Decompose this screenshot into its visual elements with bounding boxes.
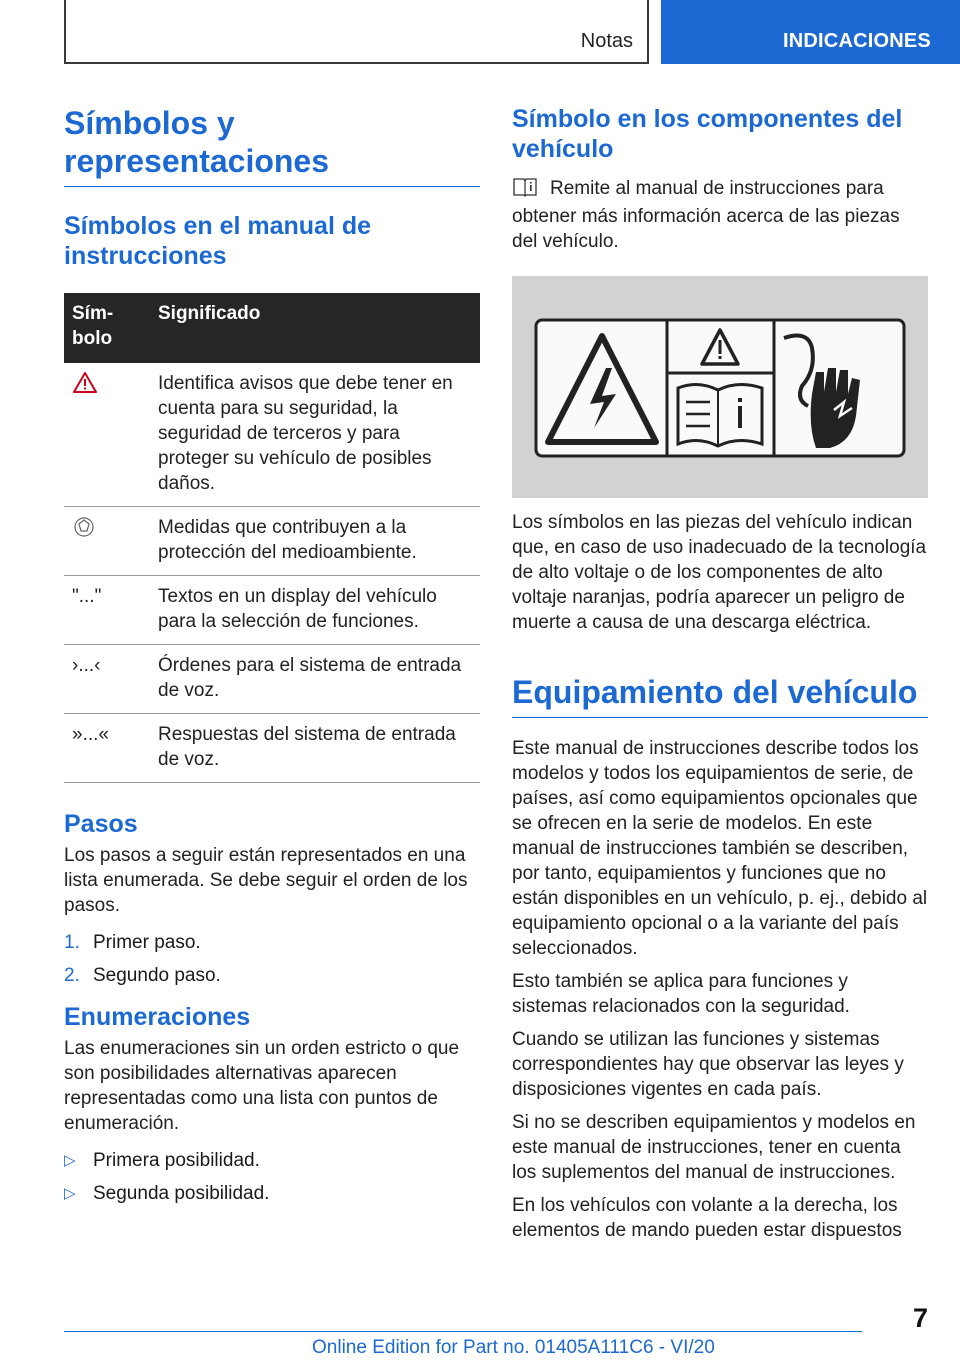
bullet-triangle-icon: ▷: [64, 1185, 76, 1202]
header-section-box: [64, 0, 649, 64]
photo-caption: Los símbolos en las piezas del vehículo indican que, en caso de uso inadecuado de la tecnología de alto voltaje o de los componentes de alto voltaje naranjas, podría aparecer un peligro de muerte a causa de una descarga eléctrica.: [512, 512, 927, 633]
table-cell-symbol: [64, 507, 150, 576]
steps-list: [64, 930, 480, 988]
table-cell-meaning: Identifica avisos que debe tener en cuenta para su seguridad, la seguridad de terceros y para proteger su vehículo de posibles daños.: [150, 363, 480, 507]
equipment-text: [512, 736, 928, 1243]
page-number: 7: [912, 1303, 928, 1333]
table-header-meaning: Significado: [150, 293, 480, 363]
table-cell-symbol: ›...‹: [64, 645, 150, 714]
table-cell-meaning: Respuestas del sistema de entrada de voz.: [150, 714, 480, 783]
table-row: [64, 363, 480, 507]
header-chapter-label: INDICACIONES: [783, 30, 931, 52]
step-text: Segundo paso.: [93, 965, 221, 986]
paragraph: Cuando se utilizan las funciones y sistemas correspondientes hay que observar las leyes y disposiciones vigentes en cada país.: [512, 1029, 904, 1100]
table-row: [64, 576, 480, 645]
bullet-list: [64, 1148, 480, 1206]
header-chapter-tab[interactable]: [661, 0, 960, 64]
step-number: 2.: [64, 965, 80, 986]
table-cell-symbol: »...«: [64, 714, 150, 783]
table-header-symbol: Sím- bolo: [64, 293, 150, 363]
bullet-triangle-icon: ▷: [64, 1152, 76, 1169]
table-row: [64, 507, 480, 576]
equipment-title: Equipamiento del vehículo: [512, 673, 928, 718]
table-cell-meaning: Medidas que contribuyen a la protección del medioambiente.: [150, 507, 480, 576]
table-header-row: [64, 293, 480, 363]
step-text: Primer paso.: [93, 932, 201, 953]
symbols-heading: Símbolos en el manual de instrucciones: [64, 212, 372, 270]
symbols-table: [64, 293, 480, 783]
steps-text: Los pasos a seguir están representados en una lista enumerada. Se debe seguir el orden de los pasos.: [64, 845, 468, 916]
component-text-body: Remite al manual de instrucciones para obtener más información acerca de las piezas del vehículo.: [512, 178, 900, 252]
list-item: [64, 930, 480, 955]
table-cell-meaning: Textos en un display del vehículo para la selección de funciones.: [150, 576, 480, 645]
paragraph: En los vehículos con volante a la derecha, los elementos de mando pueden estar dispuestos: [512, 1195, 902, 1241]
bullet-text: Primera posibilidad.: [93, 1150, 260, 1171]
enum-heading: Enumeraciones: [64, 1003, 251, 1031]
right-column: [512, 104, 928, 1243]
warning-icon: [72, 379, 98, 400]
footer-divider: [64, 1331, 862, 1332]
paragraph: Esto también se aplica para funciones y sistemas relacionados con la seguridad.: [512, 971, 850, 1017]
warning-label-photo: [512, 276, 928, 498]
paragraph: Si no se describen equipamientos y modelos en este manual de instrucciones, tener en cuenta los suplementos del manual de instrucciones.: [512, 1112, 916, 1183]
enum-text: Las enumeraciones sin un orden estricto o que son posibilidades alternativas aparecen representadas como una lista con puntos de enumeración.: [64, 1038, 460, 1134]
list-item: [64, 1148, 480, 1173]
table-cell-symbol: [64, 363, 150, 507]
page-title: Símbolos y representaciones: [64, 104, 480, 187]
list-item: [64, 1181, 480, 1206]
header-section-label: Notas: [580, 30, 633, 52]
environment-icon: [72, 523, 96, 544]
component-heading: Símbolo en los componentes del vehículo: [512, 105, 903, 163]
list-item: [64, 963, 480, 988]
component-text: [512, 176, 928, 254]
manual-book-icon: [512, 177, 538, 204]
footer-edition: Online Edition for Part no. 01405A111C6 - VI/20: [312, 1337, 715, 1358]
steps-heading: Pasos: [64, 810, 138, 838]
bullet-text: Segunda posibilidad.: [93, 1183, 270, 1204]
table-cell-meaning: Órdenes para el sistema de entrada de voz.: [150, 645, 480, 714]
left-column: [64, 104, 480, 1214]
paragraph: Este manual de instrucciones describe todos los modelos y todos los equipamientos de serie, de países, así como equipamientos opcionales que se ofrecen en la serie de modelos. En este manual de instrucciones también se describen, por tanto, equipamientos y funciones que no están disponibles en un vehículo, p. ej., debido al equipamiento opcional o a la variante del país seleccionados.: [512, 738, 928, 959]
table-row: [64, 714, 480, 783]
table-cell-symbol: "...": [64, 576, 150, 645]
table-row: [64, 645, 480, 714]
step-number: 1.: [64, 932, 80, 953]
